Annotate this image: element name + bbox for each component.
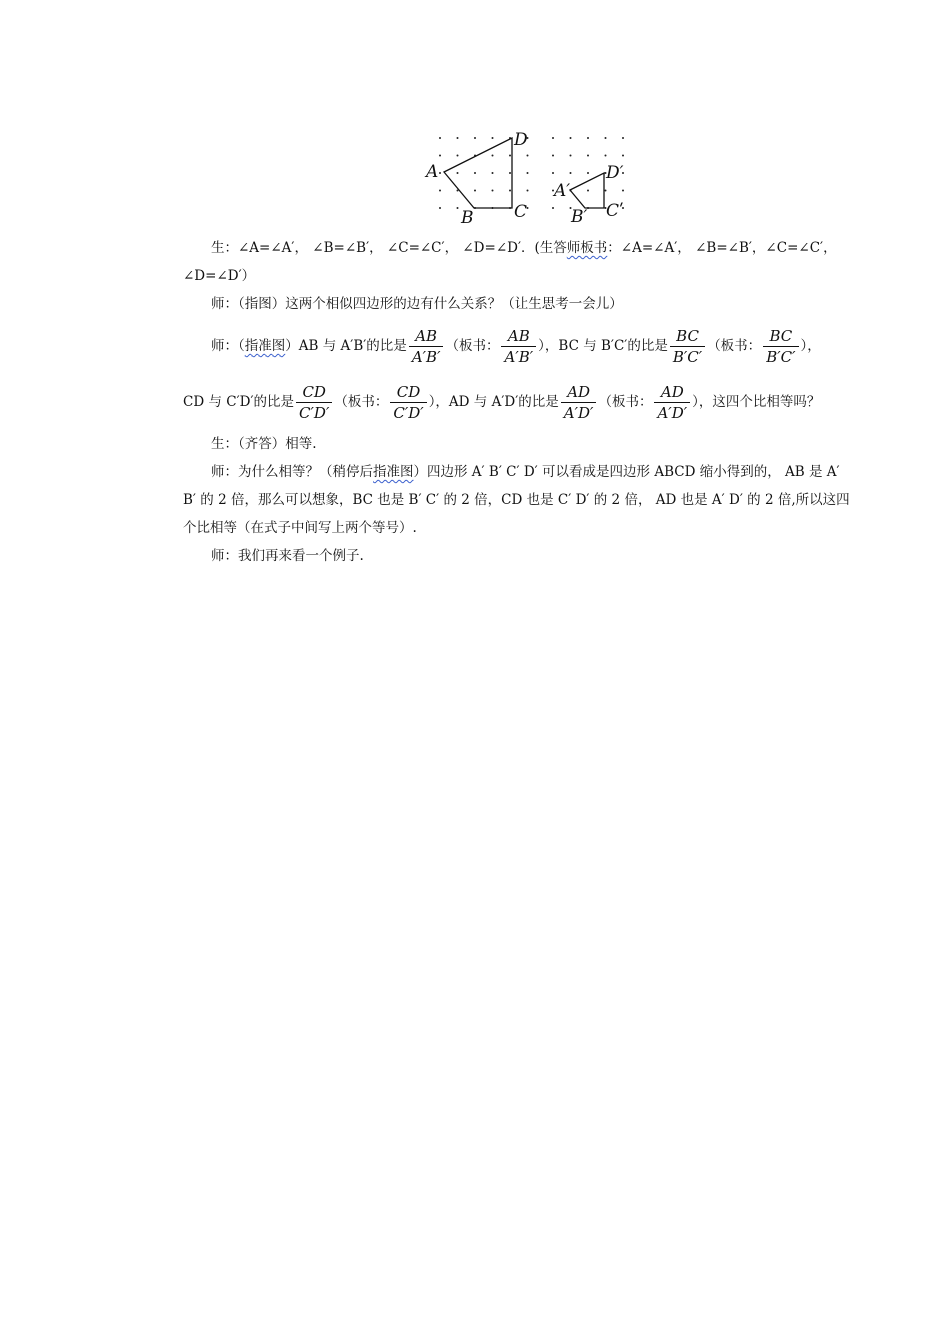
grid-dot: [439, 172, 441, 174]
text: （板书：: [598, 394, 653, 410]
fraction-ad: [561, 383, 597, 422]
paragraph-student-angles: [183, 234, 855, 290]
grid-dot: [570, 137, 572, 139]
grid-dot: [570, 155, 572, 157]
grid-dot: [587, 155, 589, 157]
grid-dot: [552, 155, 554, 157]
denominator: B′C′: [670, 346, 705, 366]
grid-dot: [552, 207, 554, 209]
label-d: D: [514, 130, 528, 150]
grid-dot: [622, 137, 624, 139]
denominator: C′D′: [296, 402, 332, 422]
grid-dot: [457, 155, 459, 157]
numerator: AD: [567, 382, 591, 401]
denominator: A′D′: [561, 402, 597, 422]
grid-dot: [527, 155, 529, 157]
grid-dot: [570, 172, 572, 174]
spellcheck-underlined-text: 指准图: [244, 338, 286, 354]
paragraph-student-answer: 生：（齐答）相等.: [211, 436, 317, 452]
grid-dot: [605, 137, 607, 139]
fraction-ab-board: [501, 327, 536, 366]
grid-dot: [492, 190, 494, 192]
grid-dot: [474, 190, 476, 192]
paragraph-teacher-next-example: 师：我们再来看一个例子.: [211, 548, 364, 564]
grid-dot: [492, 172, 494, 174]
text: ）四边形 A′ B′ C′ D′ 可以看成是四边形 ABCD 缩小得到的， AB 是 A′ B′ 的 2 倍，那么可以想象，BC 也是 B′ C′ 的 2 倍，CD 也是 C′ D′ 的 2 倍， AD 也是 A′ D′ 的 2 倍,所以这四个比相等（在式子中间写上两个等号）.: [183, 464, 850, 536]
label-a-prime: A′: [554, 181, 571, 201]
grid-dot: [492, 155, 494, 157]
lesson-text: [183, 234, 855, 570]
grid-dot: [587, 172, 589, 174]
numerator: BC: [769, 326, 793, 345]
quadrilateral-abcd: [444, 138, 512, 208]
label-b-prime: B′: [571, 207, 588, 227]
text: ：∠A=∠A′， ∠B=∠B′，∠C=∠C′，∠D=∠D′）: [183, 240, 837, 284]
label-d-prime: D′: [606, 163, 624, 183]
fraction-bc-board: [763, 327, 798, 366]
text: （板书：: [445, 338, 500, 354]
grid-dot: [527, 190, 529, 192]
spellcheck-underlined-text: 师板书: [566, 240, 608, 256]
spellcheck-underlined-text: 指准图: [373, 464, 414, 480]
grid-dot: [509, 172, 511, 174]
denominator: B′C′: [763, 346, 798, 366]
paragraph-ratios-line-2: [183, 374, 855, 430]
text: CD 与 C′D′的比是: [183, 394, 295, 410]
label-a: A: [426, 162, 439, 182]
grid-dot: [457, 207, 459, 209]
grid-dot: [622, 190, 624, 192]
grid-dot: [605, 190, 607, 192]
text: （板书：: [707, 338, 762, 354]
grid-dot: [509, 155, 511, 157]
grid-dot: [439, 155, 441, 157]
text: 生：∠A=∠A′， ∠B=∠B′， ∠C=∠C′， ∠D=∠D′．(生答: [211, 240, 567, 256]
grid-dot: [527, 172, 529, 174]
grid-dot: [587, 137, 589, 139]
label-c-prime: Cʹ: [606, 201, 624, 221]
grid-dot: [474, 172, 476, 174]
text: ），这四个比相等吗？: [692, 394, 821, 410]
fraction-cd: [296, 383, 332, 422]
fraction-ad-board: [654, 383, 690, 422]
grid-dot: [552, 172, 554, 174]
label-c: C: [514, 202, 528, 222]
numerator: AD: [660, 382, 684, 401]
denominator: C′D′: [390, 402, 426, 422]
paragraph-teacher-question: 师：（指图）这两个相似四边形的边有什么关系？（让生思考一会儿）: [211, 296, 623, 312]
grid-dot: [587, 190, 589, 192]
grid-dot: [622, 155, 624, 157]
paragraph-ratios-line-1: [183, 318, 855, 374]
fraction-cd-board: [390, 383, 426, 422]
text: ）AB 与 A′B′的比是: [285, 338, 407, 354]
numerator: BC: [676, 326, 699, 345]
text: 师：（: [211, 338, 245, 354]
grid-dot: [439, 207, 441, 209]
dot-grid-figure: [420, 128, 640, 228]
numerator: AB: [415, 326, 438, 345]
fraction-bc: [670, 327, 705, 366]
numerator: CD: [302, 382, 326, 401]
text: 师：为什么相等？（稍停后: [211, 464, 373, 480]
text: ），AD 与 A′D′的比是: [428, 394, 559, 410]
numerator: AB: [507, 326, 530, 345]
grid-dot: [457, 137, 459, 139]
grid-dot: [439, 190, 441, 192]
grid-dot: [457, 172, 459, 174]
grid-dot: [605, 155, 607, 157]
text: ），BC 与 B′C′的比是: [538, 338, 668, 354]
grid-dot: [474, 137, 476, 139]
fraction-ab: [409, 327, 444, 366]
numerator: CD: [396, 382, 421, 401]
text: （板书：: [334, 394, 389, 410]
grid-dot: [439, 137, 441, 139]
denominator: A′B′: [409, 346, 444, 366]
grid-dot: [552, 137, 554, 139]
grid-dot: [492, 137, 494, 139]
label-b: B: [461, 208, 474, 228]
denominator: A′B′: [501, 346, 536, 366]
similar-quadrilaterals-figure: [420, 128, 640, 228]
paragraph-teacher-explanation: [183, 458, 855, 542]
denominator: A′D′: [654, 402, 690, 422]
text: ），: [800, 338, 821, 354]
grid-dot: [509, 190, 511, 192]
